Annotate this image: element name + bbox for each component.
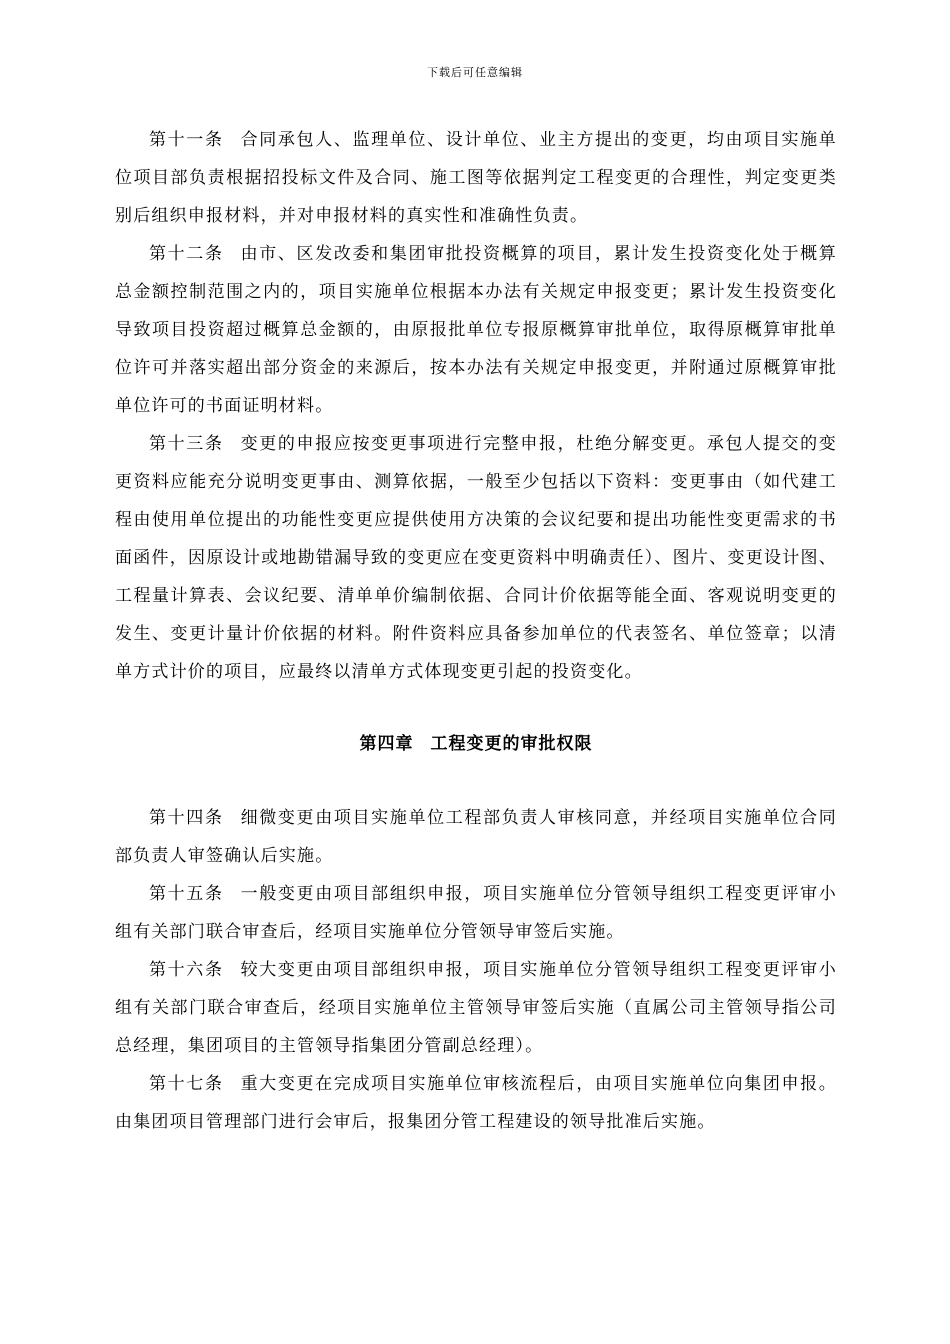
article-text: 较大变更由项目部组织申报，项目实施单位分管领导组织工程变更评审小组有关部门联合审查后，经项目实施单位主管领导审签后实施（直属公司主管领导指公司总经理，集团项目的主管领导指集团分管副总经理）。 [115, 960, 837, 1056]
article-label: 第十七条 [149, 1074, 224, 1094]
article-17 [115, 1065, 837, 1141]
article-text: 变更的申报应按变更事项进行完整申报，杜绝分解变更。承包人提交的变更资料应能充分说明变更事由、测算依据，一般至少包括以下资料：变更事由（如代建工程由使用单位提出的功能性变更应提供使用方决策的会议纪要和提出功能性变更需求的书面函件，因原设计或地勘错漏导致的变更应在变更资料中明确责任）、图片、变更设计图、工程量计算表、会议纪要、清单单价编制依据、合同计价依据等能全面、客观说明变更的发生、变更计量计价依据的材料。附件资料应具备参加单位的代表签名、单位签章；以清单方式计价的项目，应最终以清单方式体现变更引起的投资变化。 [115, 434, 837, 682]
article-text: 由市、区发改委和集团审批投资概算的项目，累计发生投资变化处于概算总金额控制范围之内的，项目实施单位根据本办法有关规定申报变更；累计发生投资变化导致项目投资超过概算总金额的，由原报批单位专报原概算审批单位，取得原概算审批单位许可并落实超出部分资金的来源后，按本办法有关规定申报变更，并附通过原概算审批单位许可的书面证明材料。 [115, 244, 837, 416]
chapter-title: 工程变更的审批权限 [430, 734, 593, 754]
document-body [115, 121, 837, 1141]
article-label: 第十二条 [149, 244, 224, 264]
article-16 [115, 951, 837, 1065]
article-12 [115, 235, 837, 425]
article-text: 重大变更在完成项目实施单位审核流程后，由项目实施单位向集团申报。由集团项目管理部门进行会审后，报集团分管工程建设的领导批准后实施。 [115, 1074, 837, 1132]
article-label: 第十四条 [149, 808, 224, 828]
chapter-number: 第四章 [359, 734, 414, 754]
article-15 [115, 875, 837, 951]
article-14 [115, 799, 837, 875]
chapter-heading [115, 725, 837, 763]
article-label: 第十五条 [149, 884, 224, 904]
article-label: 第十六条 [149, 960, 224, 980]
page-header: 下载后可任意编辑 [427, 66, 523, 79]
article-text: 合同承包人、监理单位、设计单位、业主方提出的变更，均由项目实施单位项目部负责根据招投标文件及合同、施工图等依据判定工程变更的合理性，判定变更类别后组织申报材料，并对申报材料的真实性和准确性负责。 [115, 130, 837, 226]
article-11 [115, 121, 837, 235]
article-label: 第十三条 [149, 434, 224, 454]
article-text: 一般变更由项目部组织申报，项目实施单位分管领导组织工程变更评审小组有关部门联合审查后，经项目实施单位分管领导审签后实施。 [115, 884, 837, 942]
article-text: 细微变更由项目实施单位工程部负责人审核同意，并经项目实施单位合同部负责人审签确认后实施。 [115, 808, 837, 866]
article-label: 第十一条 [149, 130, 224, 150]
article-13 [115, 425, 837, 691]
